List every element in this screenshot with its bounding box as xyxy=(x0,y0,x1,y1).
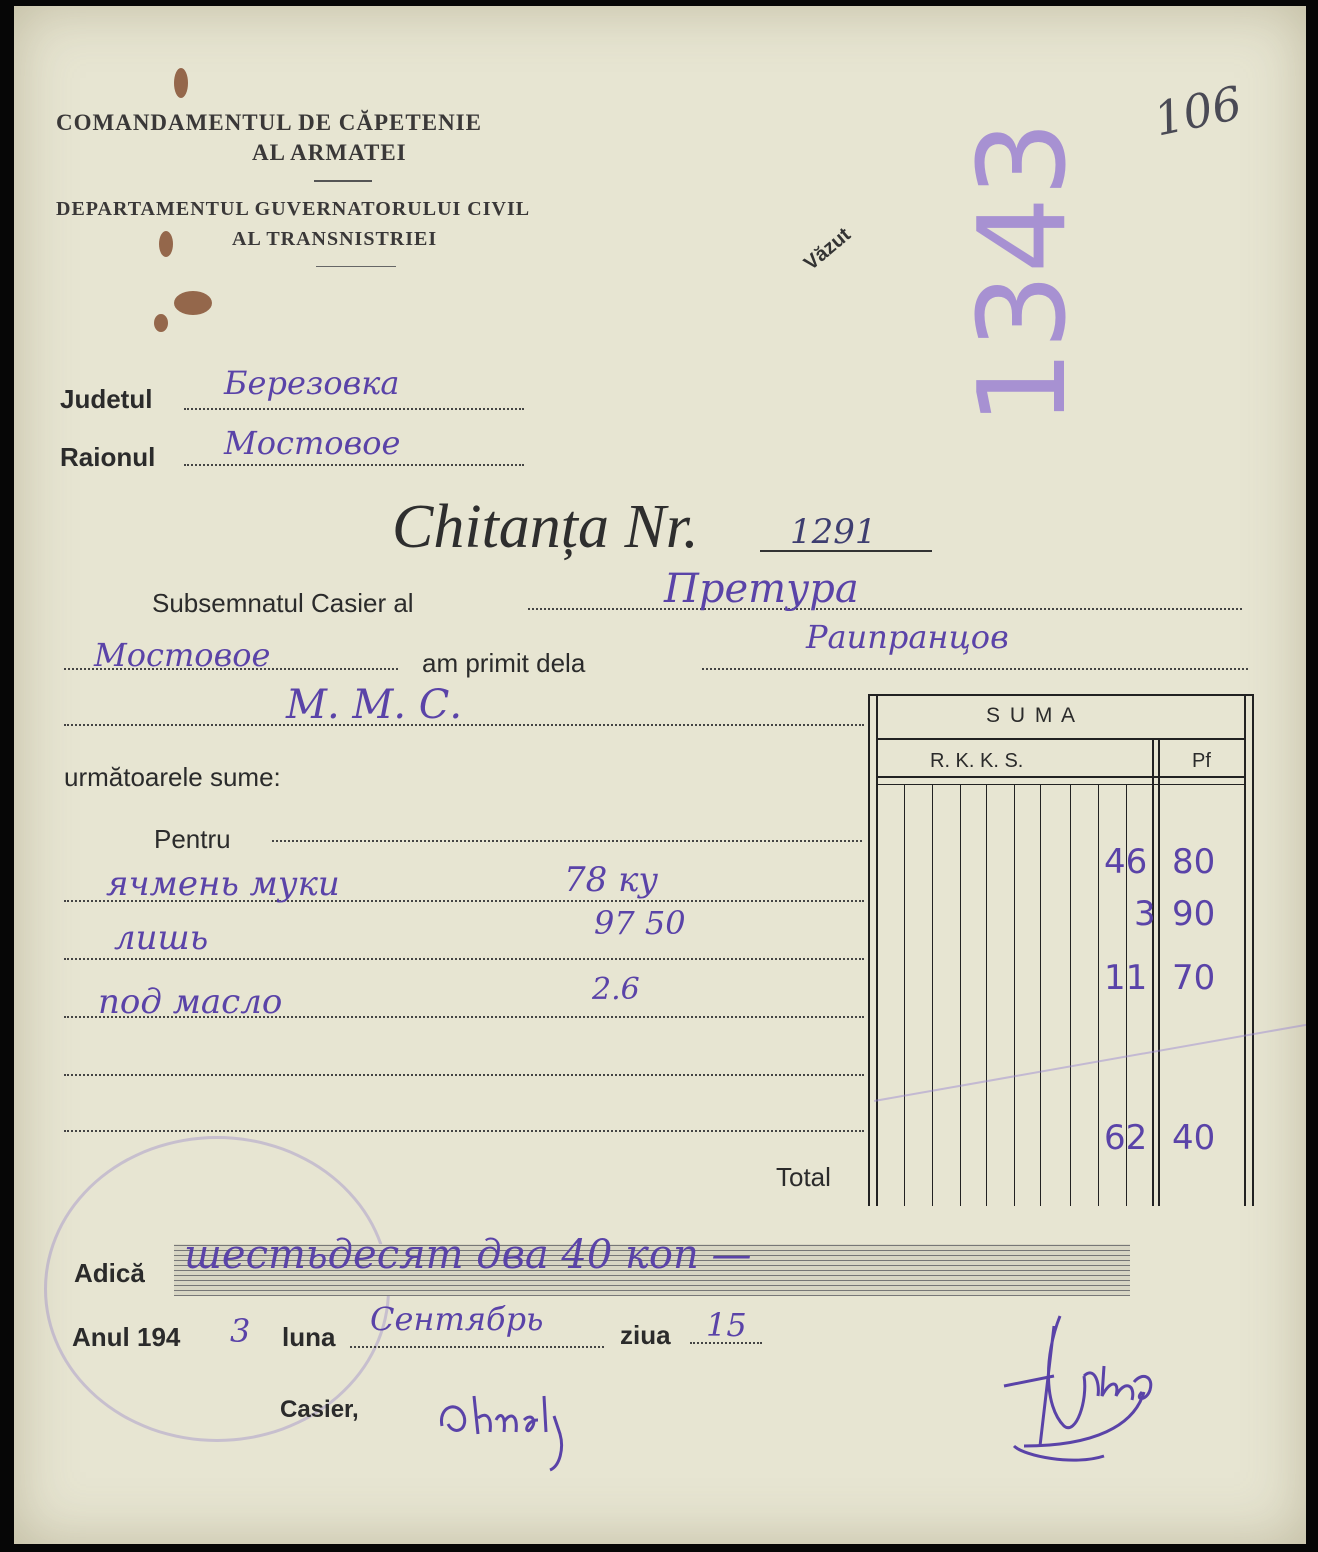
header-line-4: AL TRANSNISTRIEI xyxy=(232,228,438,250)
sume-label: următoarele sume: xyxy=(64,762,281,792)
official-signature xyxy=(984,1296,1184,1476)
sum-table xyxy=(868,694,1254,1206)
casier-line xyxy=(528,608,1242,610)
header-line-2: AL ARMATEI xyxy=(252,140,407,165)
anul-label: Anul 194 xyxy=(72,1322,181,1352)
casier-value: Претура xyxy=(664,566,859,612)
adica-value: шестьдесят два 40 коп — xyxy=(184,1232,752,1278)
judetul-label: Judetul xyxy=(60,384,153,414)
casier-label: Subsemnatul Casier al xyxy=(152,588,414,618)
casier-sign-label: Casier, xyxy=(280,1396,359,1423)
item-name: под масло xyxy=(98,982,283,1022)
row-rkks: 3 xyxy=(1134,894,1156,934)
item-qty: 2.6 xyxy=(592,972,640,1007)
pentru-line xyxy=(272,840,862,842)
archive-number: 1343 xyxy=(954,120,1093,426)
pf-header: Pf xyxy=(1192,750,1211,772)
total-pf: 40 xyxy=(1172,1118,1216,1158)
divider xyxy=(314,180,372,182)
luna-line xyxy=(350,1346,604,1348)
stain xyxy=(159,231,173,257)
luna-value: Сентябрь xyxy=(370,1300,544,1338)
suma-header: S U M A xyxy=(986,704,1078,727)
corner-number: 106 xyxy=(1149,75,1247,147)
item-line xyxy=(64,958,864,960)
from-value-2: М. М. С. xyxy=(286,682,463,728)
raionul-label: Raionul xyxy=(60,442,156,472)
item-name: лишь xyxy=(114,918,209,958)
row-rkks: 11 xyxy=(1104,958,1148,998)
item-qty: 78 ку xyxy=(564,860,659,900)
pentru-label: Pentru xyxy=(154,824,231,854)
item-line xyxy=(64,1130,864,1132)
vazut-stamp: Văzut xyxy=(800,223,856,275)
anul-value: 3 xyxy=(230,1312,251,1350)
from-value: Раипранцов xyxy=(806,618,1009,656)
luna-label: luna xyxy=(282,1322,336,1352)
rkks-header: R. K. K. S. xyxy=(930,750,1024,772)
ziua-value: 15 xyxy=(706,1306,747,1344)
stain xyxy=(154,314,168,332)
casier-signature xyxy=(434,1386,594,1476)
row-pf: 80 xyxy=(1172,842,1216,882)
adica-label: Adică xyxy=(74,1258,145,1288)
row-rkks: 46 xyxy=(1104,842,1148,882)
stain xyxy=(174,68,188,98)
total-label: Total xyxy=(776,1162,831,1192)
raionul-line xyxy=(184,464,524,466)
stain xyxy=(174,291,212,315)
receipt-number: 1291 xyxy=(790,512,877,552)
header-line-3: DEPARTAMENTUL GUVERNATORULUI CIVIL xyxy=(56,198,531,220)
receipt-document xyxy=(14,6,1306,1544)
item-name: ячмень муки xyxy=(106,864,340,904)
judetul-line xyxy=(184,408,524,410)
row-pf: 70 xyxy=(1172,958,1216,998)
primit-line xyxy=(702,668,1248,670)
from-line-2 xyxy=(64,724,864,726)
header-line-1: COMANDAMENTUL DE CĂPETENIE xyxy=(56,110,482,135)
total-rkks: 62 xyxy=(1104,1118,1148,1158)
receipt-title: Chitanța Nr. xyxy=(392,493,699,561)
item-line xyxy=(64,1074,864,1076)
raionul-value: Мостовое xyxy=(224,424,401,462)
primit-label: am primit dela xyxy=(422,648,586,678)
place-value: Мостовое xyxy=(94,636,271,674)
ziua-label: ziua xyxy=(620,1320,671,1350)
divider xyxy=(316,266,396,267)
judetul-value: Березовка xyxy=(224,364,400,402)
row-pf: 90 xyxy=(1172,894,1216,934)
item-qty: 97 50 xyxy=(594,904,686,942)
